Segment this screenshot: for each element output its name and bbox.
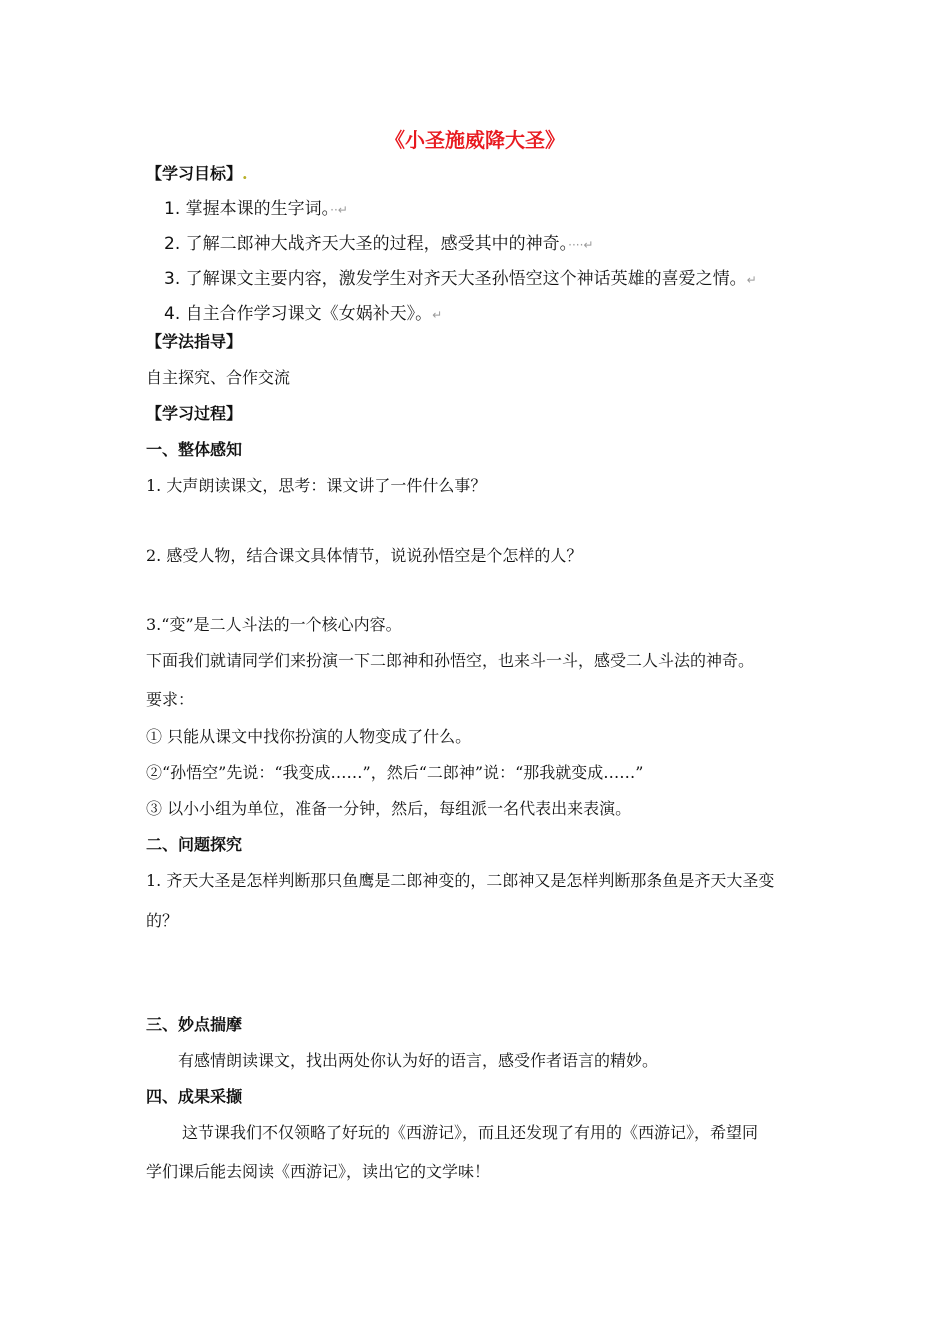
section-heading-1: 一、整体感知 [146,440,243,459]
section-heading-4: 四、成果采撷 [146,1087,243,1106]
inquiry-question-line-2: 的？ [146,911,179,930]
question-1: 1. 大声朗读课文，思考：课文讲了一件什么事？ [146,476,487,495]
marker-dot: . [242,164,248,183]
paragraph-mark-icon: ····↵ [568,238,594,252]
requirement-2: ②“孙悟空”先说：“我变成……”，然后“二郎神”说：“那我就变成……” [146,763,644,782]
paragraph-mark-icon: ↵ [746,273,757,287]
goals-heading: 【学习目标】. [146,164,248,183]
process-heading: 【学习过程】 [146,404,243,423]
method-heading: 【学法指导】 [146,332,243,351]
question-2: 2. 感受人物，结合课文具体情节，说说孙悟空是个怎样的人？ [146,546,583,565]
summary-line-2: 学们课后能去阅读《西游记》，读出它的文学味！ [146,1162,491,1181]
requirements-label: 要求： [146,690,195,709]
goal-item-4: 4. 自主合作学习课文《女娲补天》。↵ [164,304,443,324]
goal-item-3: 3. 了解课文主要内容，激发学生对齐天大圣孙悟空这个神话英雄的喜爱之情。↵ [164,269,757,289]
summary-line-1: 这节课我们不仅领略了好玩的《西游记》，而且还发现了有用的《西游记》，希望同 [182,1123,759,1142]
goal-item-2: 2. 了解二郎神大战齐天大圣的过程，感受其中的神奇。····↵ [164,234,594,254]
requirement-3: ③ 以小小组为单位，准备一分钟，然后，每组派一名代表出来表演。 [146,799,632,818]
goal-item-1: 1. 掌握本课的生字词。··↵ [164,199,348,219]
appreciation-text: 有感情朗读课文，找出两处你认为好的语言，感受作者语言的精妙。 [178,1051,659,1070]
requirement-1: ① 只能从课文中找你扮演的人物变成了什么。 [146,727,472,746]
paragraph-mark-icon: ··↵ [330,203,348,217]
section-heading-3: 三、妙点揣摩 [146,1015,243,1034]
question-3: 3.“变”是二人斗法的一个核心内容。 [146,615,402,634]
inquiry-question-line-1: 1. 齐天大圣是怎样判断那只鱼鹰是二郎神变的，二郎神又是怎样判断那条鱼是齐天大圣变 [146,871,775,890]
method-text: 自主探究、合作交流 [146,368,291,387]
document-title: 《小圣施威降大圣》 [385,128,565,152]
section-heading-2: 二、问题探究 [146,835,243,854]
question-3-detail: 下面我们就请同学们来扮演一下二郎神和孙悟空，也来斗一斗，感受二人斗法的神奇。 [146,651,755,670]
paragraph-mark-icon: ↵ [432,308,443,322]
